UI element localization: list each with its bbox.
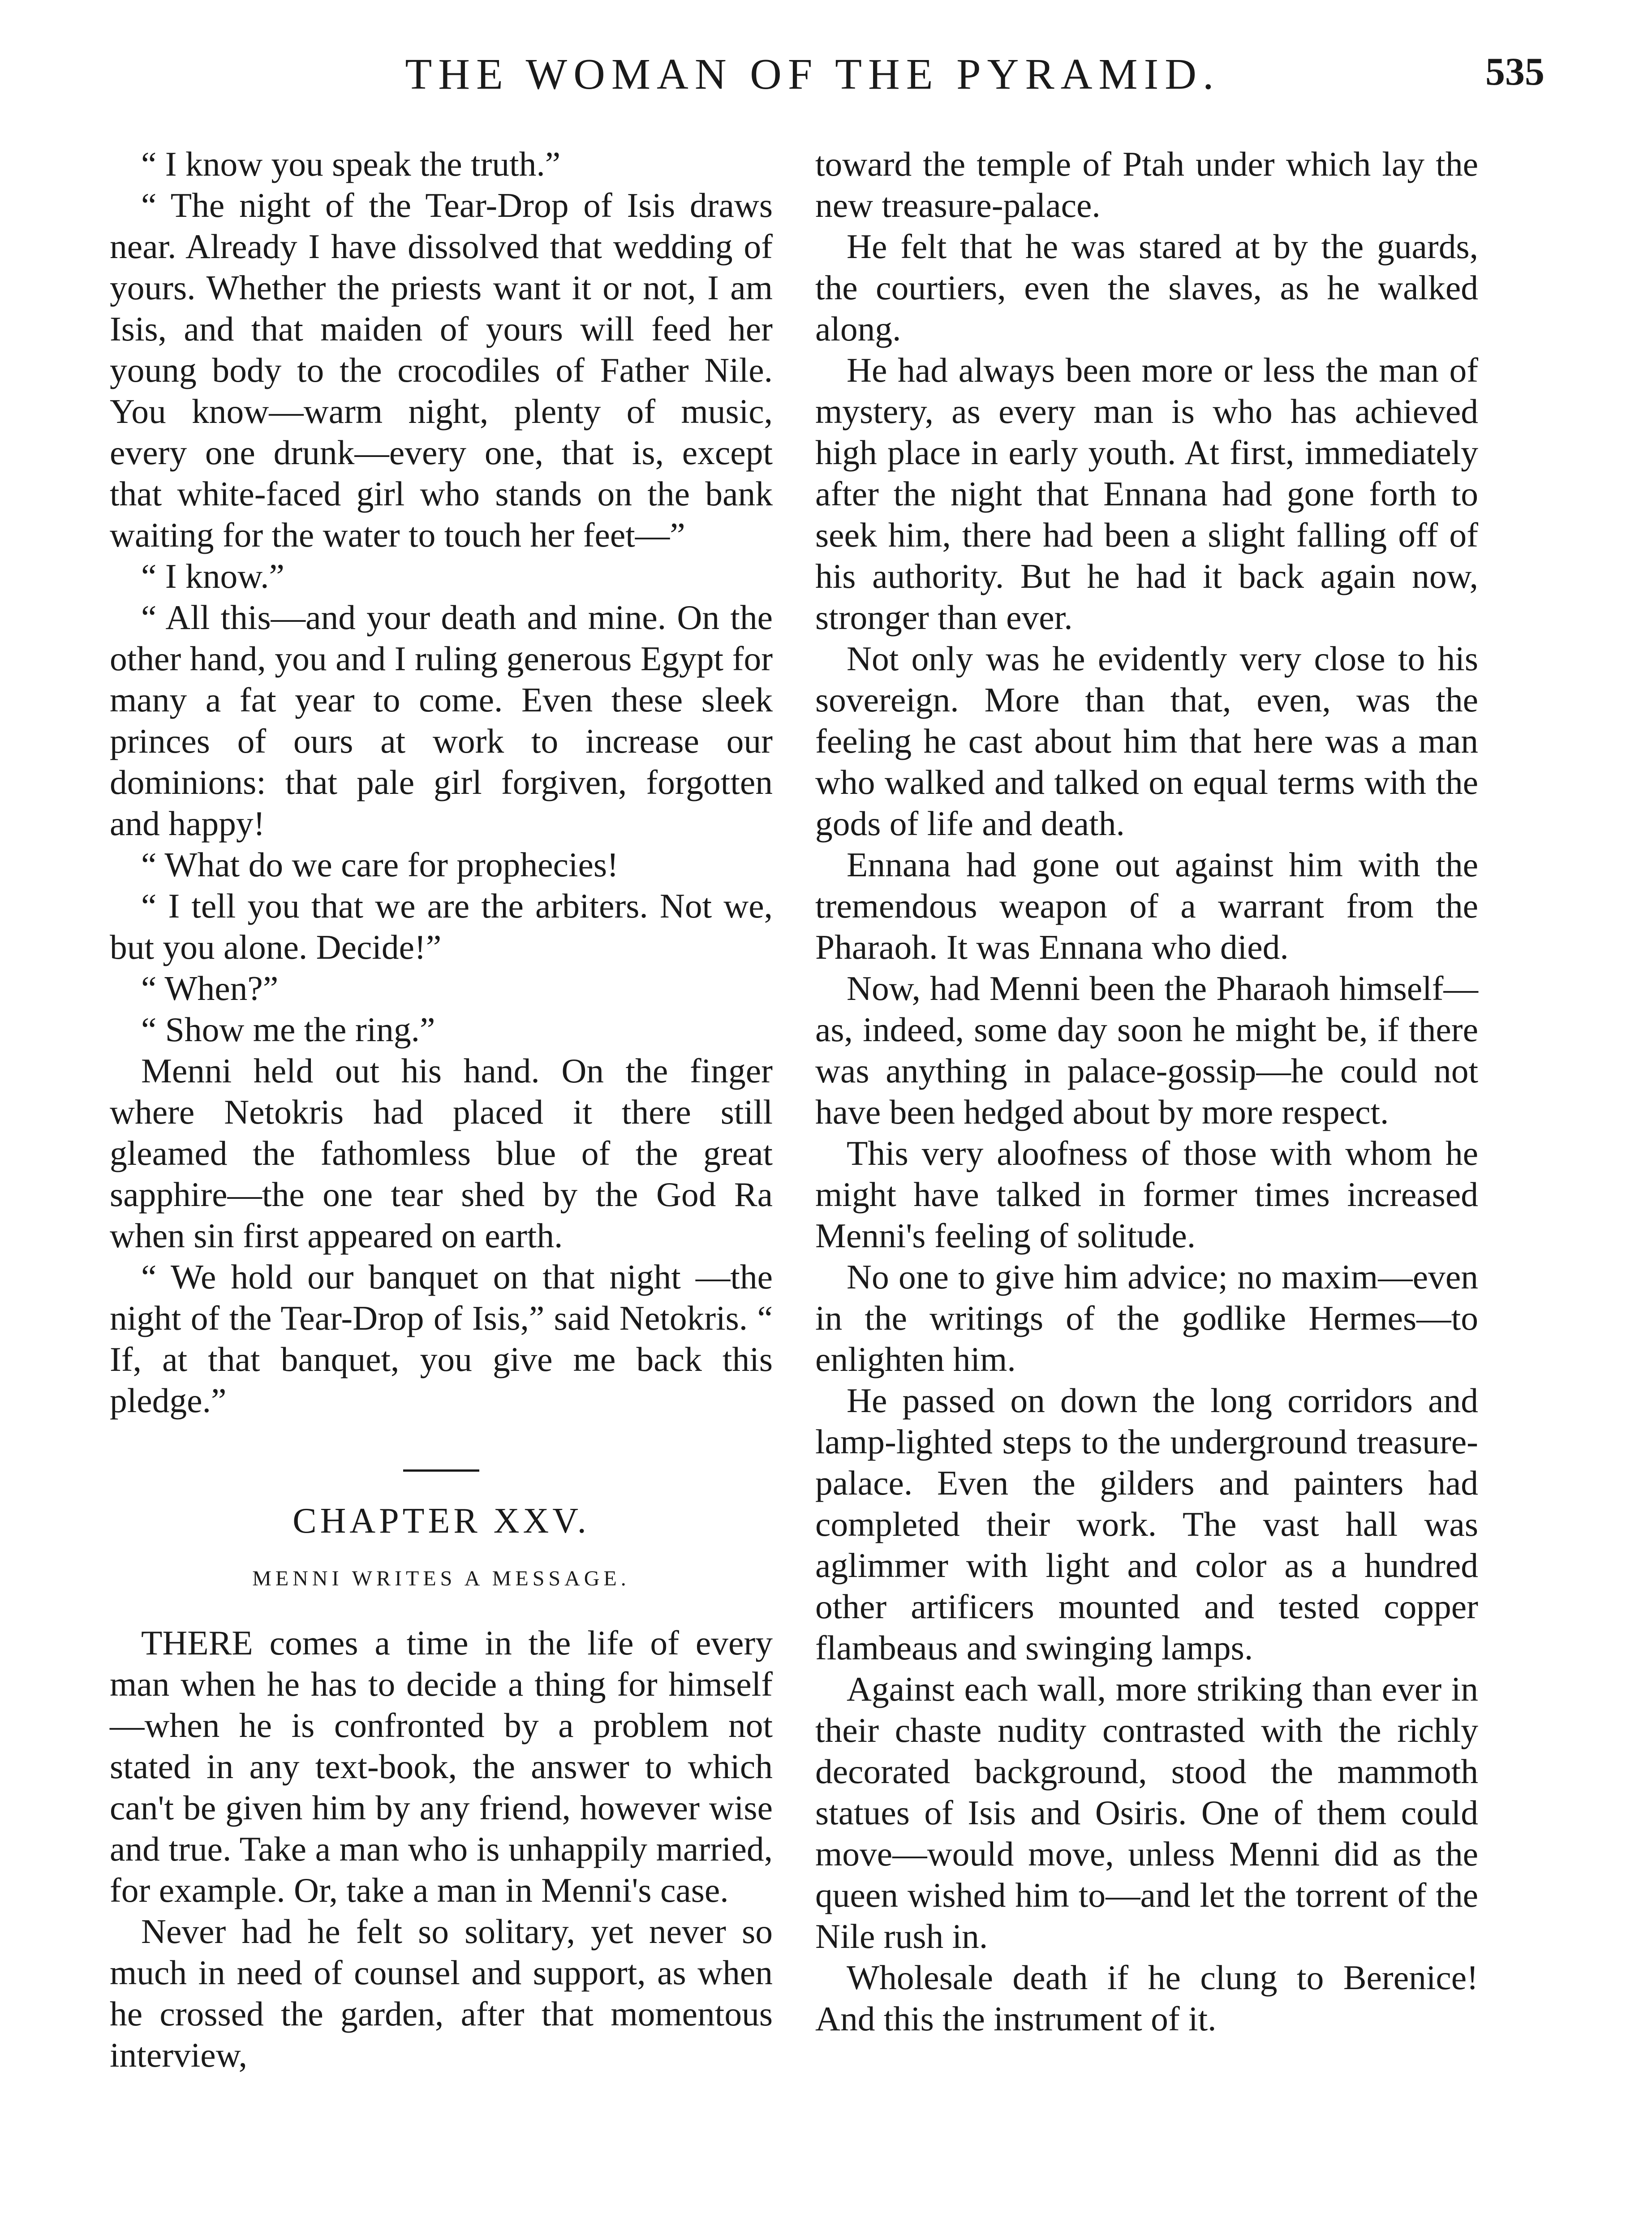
- paragraph: He passed on down the long corridors and lamp-lighted steps to the underground treasure-palace. Even the gilders and painters had completed their work. The vast hall was aglimmer with light and color as a hundred other artificers mounted and tested copper flambeaus and swinging lamps.: [815, 1381, 1478, 1667]
- paragraph: “ What do we care for prophecies!: [141, 845, 619, 884]
- paragraph: Wholesale death if he clung to Berenice! And this the instrument of it.: [815, 1958, 1478, 2038]
- paragraph: Ennana had gone out against him with the tremendous weapon of a warrant from the Pharaoh. It was Ennana who died.: [815, 845, 1478, 966]
- paragraph: Menni held out his hand. On the finger where Netokris had placed it there still gleamed the fathomless blue of the great sapphire—the one tear shed by the God Ra when sin first appeared on earth.: [110, 1051, 773, 1255]
- paragraph: THERE comes a time in the life of every man when he has to decide a thing for himself—when he is confronted by a problem not stated in any text-book, the answer to which can't be given him by any friend, however wise and true. Take a man who is unhappily married, for example. Or, take a man in Menni's case.: [110, 1624, 773, 1909]
- paragraph: toward the temple of Ptah under which lay the new treasure-palace.: [815, 145, 1478, 224]
- section-divider: [403, 1469, 479, 1472]
- paragraph: This very aloofness of those with whom he might have talked in former times increased Menni's feeling of solitude.: [815, 1134, 1478, 1255]
- page-number: 535: [1485, 50, 1544, 94]
- paragraph: “ I know you speak the truth.”: [141, 145, 561, 183]
- page-header: [108, 49, 1544, 121]
- paragraph: “ When?”: [141, 969, 279, 1008]
- paragraph: Against each wall, more striking than ever in their chaste nudity contrasted with the richly decorated background, stood the mammoth statues of Isis and Osiris. One of them could move—would move, unless Menni did as the queen wished him to—and let the torrent of the Nile rush in.: [815, 1670, 1478, 1956]
- paragraph: “ The night of the Tear-Drop of Isis draws near. Already I have dissolved that wedding of yours. Whether the priests want it or not, I am Isis, and that maiden of yours will feed her young body to the crocodiles of Father Nile. You know—warm night, plenty of music, every one drunk—every one, that is, except that white-faced girl who stands on the bank waiting for the water to touch her feet—”: [110, 186, 773, 554]
- paragraph: “ I tell you that we are the arbiters. Not we, but you alone. Decide!”: [110, 887, 773, 966]
- paragraph: Not only was he evidently very close to his sovereign. More than that, even, was the feeling he cast about him that here was a man who walked and talked on equal terms with the gods of life and death.: [815, 639, 1478, 843]
- paragraph: “ We hold our banquet on that night —the night of the Tear-Drop of Isis,” said Netokris. “ If, at that banquet, you give me back this pledge.”: [110, 1258, 773, 1420]
- paragraph: He felt that he was stared at by the guards, the courtiers, even the slaves, as he walked along.: [815, 227, 1478, 348]
- chapter-title: CHAPTER XXV.: [293, 1501, 590, 1541]
- paragraph: Now, had Menni been the Pharaoh himself—as, indeed, some day soon he might be, if there was anything in palace-gossip—he could not have been hedged about by more respect.: [815, 969, 1478, 1131]
- right-column: [815, 143, 1478, 2039]
- paragraph: “ I know.”: [141, 557, 284, 595]
- paragraph: “ All this—and your death and mine. On the other hand, you and I ruling generous Egypt for many a fat year to come. Even these sleek princes of ours at work to increase our dominions: that pale girl forgiven, forgotten and happy!: [110, 598, 773, 843]
- paragraph: Never had he felt so solitary, yet never so much in need of counsel and support, as when he crossed the garden, after that momentous interview,: [110, 1912, 773, 2074]
- running-head: THE WOMAN OF THE PYRAMID.: [405, 50, 1220, 99]
- left-column: [110, 143, 773, 2076]
- paragraph: No one to give him advice; no maxim—even in the writings of the godlike Hermes—to enlighten him.: [815, 1258, 1478, 1378]
- chapter-subtitle: MENNI WRITES A MESSAGE.: [252, 1567, 630, 1590]
- paragraph: “ Show me the ring.”: [141, 1010, 435, 1049]
- paragraph: He had always been more or less the man of mystery, as every man is who has achieved high place in early youth. At first, immediately after the night that Ennana had gone forth to seek him, there had been a slight falling off of his authority. But he had it back again now, stronger than ever.: [815, 351, 1478, 637]
